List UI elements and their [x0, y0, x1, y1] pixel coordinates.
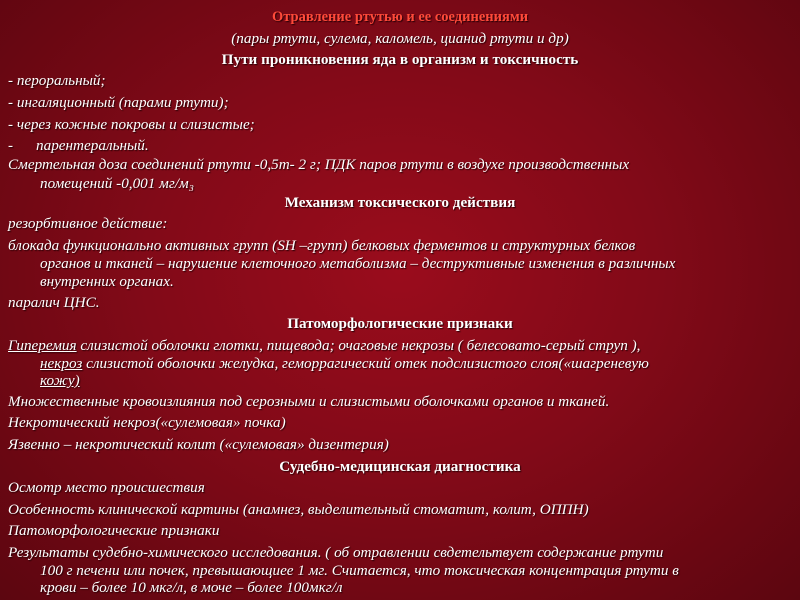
- cns-paralysis: паралич ЦНС.: [8, 294, 100, 311]
- section-heading-routes: Пути проникновения яда в организм и токсичность: [221, 51, 579, 68]
- section-heading-diagnostics: Судебно-медицинская диагностика: [279, 458, 521, 475]
- route-item: - пероральный;: [8, 72, 106, 89]
- route-item: - через кожные покровы и слизистые;: [8, 116, 255, 133]
- pathology-item: Язвенно – некротический колит («сулемовая» дизентерия): [8, 436, 389, 453]
- pathology-item: Некротический некроз(«сулемовая» почка): [8, 414, 286, 431]
- necrosis-line-tail: [40, 373, 800, 388]
- mechanism-line: органов и тканей – нарушение клеточного метаболизма – деструктивные изменения в различных: [40, 255, 676, 272]
- slide-title: Отравление ртутью и ее соединениями: [271, 9, 529, 25]
- necrosis-term: некроз: [40, 355, 83, 372]
- necrosis-line: [40, 356, 800, 371]
- section-heading-pathomorphology: Патоморфологические признаки: [287, 315, 513, 332]
- route-item: - ингаляционный (парами ртути);: [8, 94, 229, 111]
- hyperemia-line: [8, 338, 800, 353]
- hyperemia-text: слизистой оболочки глотки, пищевода; очаговые некрозы ( белесовато-серый струп ),: [76, 337, 641, 354]
- mechanism-line: блокада функционально активных групп (SH –групп) белковых ферментов и структурных белков: [8, 237, 636, 254]
- forensic-results-line: Результаты судебно-химического исследования. ( об отравлении свдетельтвует содержание ртути: [8, 544, 664, 561]
- lethal-dose-line: Смертельная доза соединений ртути -0,5т- 2 г; ПДК паров ртути в воздухе производственных: [8, 156, 630, 173]
- necrosis-text: слизистой оболочки желудка, геморрагический отек подслизистого слоя(«шагреневую: [82, 355, 649, 372]
- route-item: [8, 138, 800, 153]
- lethal-dose-line: помещений -0,001 мг/м₃: [40, 175, 194, 192]
- diagnostics-item: Осмотр место происшествия: [8, 479, 205, 496]
- mechanism-line: внутренних органах.: [40, 273, 174, 290]
- diagnostics-item: Патоморфологические признаки: [8, 522, 220, 539]
- diagnostics-item: Особенность клинической картины (анамнез, выделительный стоматит, колит, ОППН): [8, 501, 589, 518]
- forensic-results-line: 100 г печени или почек, превышающиее 1 мг. Считается, что токсическая концентрация ртути в: [40, 562, 679, 579]
- section-heading-mechanism: Механизм токсического действия: [284, 194, 516, 211]
- route-item-text: парентеральный.: [36, 137, 149, 154]
- slide-subtitle: (пары ртути, сулема, каломель, цианид ртути и др): [231, 30, 569, 47]
- resorptive-action: резорбтивное действие:: [8, 215, 168, 232]
- forensic-results-line: крови – более 10 мкг/л, в моче – более 100мкг/л: [40, 579, 343, 596]
- bullet-dash: -: [8, 137, 14, 154]
- necrosis-tail-text: кожу): [40, 372, 80, 389]
- pathology-item: Множественные кровоизлияния под серозными и слизистыми оболочками органов и тканей.: [8, 393, 610, 410]
- hyperemia-term: Гиперемия: [8, 337, 77, 354]
